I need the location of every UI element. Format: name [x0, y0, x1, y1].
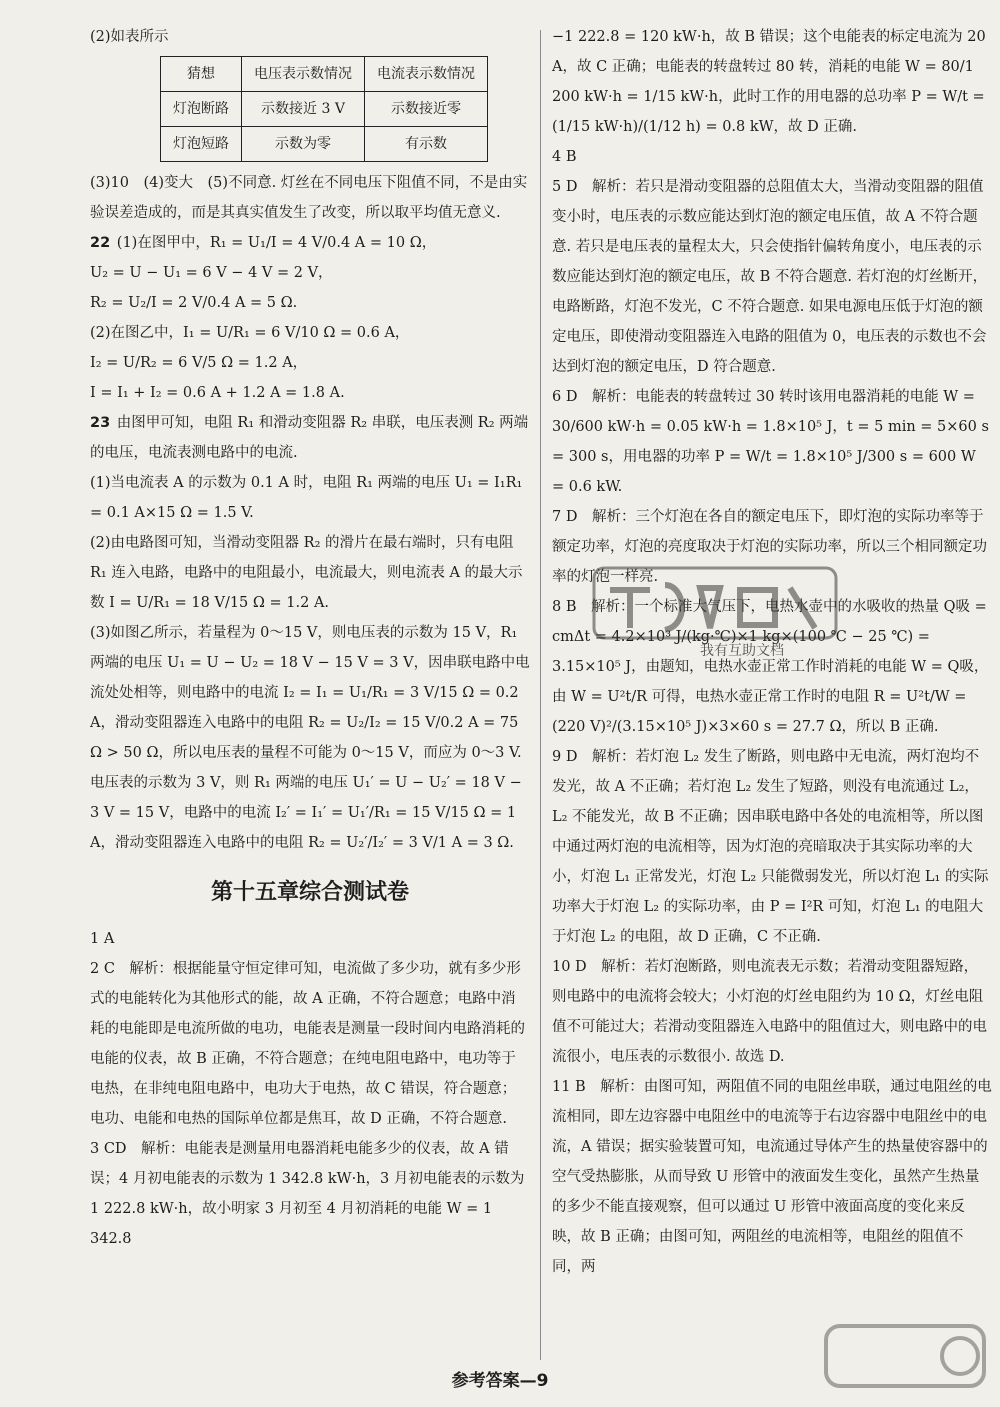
answer-11: 11 B 解析：由图可知，两阻值不同的电阻丝串联，通过电阻丝的电流相同，即左边容器中电阻丝中的电流等于右边容器中电阻丝中的电流，A 错误；据实验装置可知，电流通过导体产生的热量使容器中的空气受热膨胀，从而导致 U 形管中的液面发生变化，虽然产生热量的多少不能直接观察，但可以通过 U 形管中液面高度的变化来反映，故 B 正确；由图可知，两阻丝的电流相等，电阻丝的阻值不同，两: [552, 1079, 992, 1275]
q21-part2-label: (2)如表所示: [90, 29, 169, 45]
answer-2: 2 C 解析：根据能量守恒定律可知，电流做了多少功，就有多少形式的电能转化为其他形式的能，故 A 正确，不符合题意；电路中消耗的电能即是电流所做的电功，电能表是测量一段时间内电路消耗的电能的仪表，故 B 正确，不符合题意；在纯电阻电路中，电功等于电热，在非纯电阻电路中，电功大于电热，故 C 错误，符合题意；电功、电能和电热的国际单位都是焦耳，故 D 正确，不符合题意.: [90, 961, 525, 1127]
answer-3-continued: −1 222.8 = 120 kW·h，故 B 错误；这个电能表的标定电流为 20 A，故 C 正确；电能表的转盘转过 80 转，消耗的电能 W = 80/1 200 kW·h = 1/15 kW·h，此时工作的用电器的总功率 P = W/t = (1/15 kW·h)/(1/12 h) = 0.8 kW，故 D 正确.: [552, 29, 986, 135]
answer-7: 7 D 解析：三个灯泡在各自的额定电压下，即灯泡的实际功率等于额定功率，灯泡的亮度取决于灯泡的实际功率，所以三个相同额定功率的灯泡一样亮.: [552, 509, 987, 585]
table-header: 电流表示数情况: [365, 57, 488, 92]
question-number: 23: [90, 415, 111, 431]
q22-line-5: I₂ = U/R₂ = 6 V/5 Ω = 1.2 A，: [90, 355, 308, 371]
table-cell: 示数接近零: [365, 92, 488, 127]
page-footer: 参考答案—9: [451, 1371, 549, 1391]
q23-intro: 23 由图甲可知，电阻 R₁ 和滑动变阻器 R₂ 串联，电压表测 R₂ 两端的电压，电流表测电路中的电流.: [90, 415, 529, 461]
q22-line-4: (2)在图乙中，I₁ = U/R₁ = 6 V/10 Ω = 0.6 A，: [90, 325, 410, 341]
q23-part1: (1)当电流表 A 的示数为 0.1 A 时，电阻 R₁ 两端的电压 U₁ = I₁R₁ = 0.1 A×15 Ω = 1.5 V.: [90, 475, 523, 521]
table-cell: 灯泡断路: [161, 92, 242, 127]
q21-part3-text: (3)10 (4)变大 (5)不同意. 灯丝在不同电压下阻值不同，不是由实验误差造成的，而是其真实值发生了改变，所以取平均值无意义.: [90, 175, 528, 221]
table-header: 猜想: [161, 57, 242, 92]
column-divider: [540, 30, 541, 1360]
table-cell: 有示数: [365, 127, 488, 162]
q22-line-3: R₂ = U₂/I = 2 V/0.4 A = 5 Ω.: [90, 295, 298, 311]
answer-6: 6 D 解析：电能表的转盘转过 30 转时该用电器消耗的电能 W = 30/600 kW·h = 0.05 kW·h = 1.8×10⁵ J，t = 5 min = 5×60 s = 300 s，用电器的功率 P = W/t = 1.8×10⁵ J/300 s = 600 W = 0.6 kW.: [552, 389, 989, 495]
table-cell: 灯泡短路: [161, 127, 242, 162]
answer-5: 5 D 解析：若只是滑动变阻器的总阻值太大，当滑动变阻器的阻值变小时，电压表的示数应能达到灯泡的额定电压值，故 A 不符合题意. 若只是电压表的量程太大，只会使指针偏转角度小，电压表的示数应能达到灯泡的额定电压，故 B 不符合题意. 若灯泡的灯丝断开，电路断路，灯泡不发光，C 不符合题意. 如果电源电压低于灯泡的额定电压，即使滑动变阻器连入电路的阻值为 0，电压表的示数也不会达到灯泡的额定电压，D 符合题意.: [552, 179, 988, 375]
answer-9: 9 D 解析：若灯泡 L₂ 发生了断路，则电路中无电流，两灯泡均不发光，故 A 不正确；若灯泡 L₂ 发生了短路，则没有电流通过 L₂，L₂ 不能发光，故 B 不正确；因串联电路中各处的电流相等，所以图中通过两灯泡的电流相等，因为灯泡的亮暗取决于其实际功率的大小，灯泡 L₁ 正常发光，灯泡 L₂ 只能微弱发光，所以灯泡 L₁ 的实际功率大于灯泡 L₂ 的实际功率，由 P = I²R 可知，灯泡 L₁ 的电阻大于灯泡 L₂ 的电阻，故 D 正确，C 不正确.: [552, 749, 989, 945]
question-number: 22: [90, 235, 111, 251]
watermark-text: 我有互助文档: [700, 643, 784, 659]
left-column: [90, 22, 530, 1254]
answer-10: 10 D 解析：若灯泡断路，则电流表无示数；若滑动变阻器短路，则电路中的电流将会较大；小灯泡的灯丝电阻约为 10 Ω，灯丝电阻值不可能过大；若滑动变阻器连入电路中的阻值过大，则电路中的电流很小，电压表的示数很小. 故选 D.: [552, 959, 987, 1065]
q22-line-1: 22 (1)在图甲中，R₁ = U₁/I = 4 V/0.4 A = 10 Ω，: [90, 235, 437, 251]
table-cell: 示数接近 3 V: [242, 92, 365, 127]
q22-line-6: I = I₁ + I₂ = 0.6 A + 1.2 A = 1.8 A.: [90, 385, 345, 401]
table-header: 电压表示数情况: [242, 57, 365, 92]
answer-3: 3 CD 解析：电能表是测量用电器消耗电能多少的仪表，故 A 错误；4 月初电能表的示数为 1 342.8 kW·h，3 月初电能表的示数为 1 222.8 kW·h，故小明家 3 月初至 4 月初消耗的电能 W = 1 342.8: [90, 1141, 525, 1247]
answer-1: 1 A: [90, 931, 115, 947]
q22-line-2: U₂ = U − U₁ = 6 V − 4 V = 2 V，: [90, 265, 333, 281]
q23-part3: (3)如图乙所示，若量程为 0～15 V，则电压表的示数为 15 V，R₁ 两端的电压 U₁ = U − U₂ = 18 V − 15 V = 3 V，因串联电路中电流处处相等，则电路中的电流 I₂ = I₁ = U₁/R₁ = 3 V/15 Ω = 0.2 A，滑动变阻器连入电路中的电阻 R₂ = U₂/I₂ = 15 V/0.2 A = 75 Ω > 50 Ω，所以电压表的量程不可能为 0～15 V，而应为 0～3 V. 电压表的示数为 3 V，则 R₁ 两端的电压 U₁′ = U − U₂′ = 18 V − 3 V = 15 V，电路中的电流 I₂′ = I₁′ = U₁′/R₁ = 15 V/15 Ω = 1 A，滑动变阻器连入电路中的电阻 R₂ = U₂′/I₂′ = 3 V/1 A = 3 Ω.: [90, 625, 530, 851]
q23-part2: (2)由电路图可知，当滑动变阻器 R₂ 的滑片在最右端时，只有电阻 R₁ 连入电路，电路中的电阻最小，电流最大，则电流表 A 的最大示数 I = U/R₁ = 18 V/15 Ω = 1.2 A.: [90, 535, 523, 611]
chapter-title: 第十五章综合测试卷: [210, 880, 409, 905]
answer-8: 8 B 解析：一个标准大气压下，电热水壶中的水吸收的热量 Q吸 = cmΔt = 4.2×10³ J/(kg·℃)×1 kg×(100 ℃ − 25 ℃) = 3.15×10⁵ J，由题知，电热水壶正常工作时消耗的电能 W = Q吸，由 W = U²t/R 可得，电热水壶正常工作时的电阻 R = U²t/W = (220 V)²/(3.15×10⁵ J)×3×60 s = 27.7 Ω，所以 B 正确.: [552, 599, 989, 735]
table-cell: 示数为零: [242, 127, 365, 162]
table-row: [161, 127, 488, 162]
table-row: [161, 92, 488, 127]
answer-4: 4 B: [552, 149, 577, 165]
guess-table: [160, 56, 488, 162]
